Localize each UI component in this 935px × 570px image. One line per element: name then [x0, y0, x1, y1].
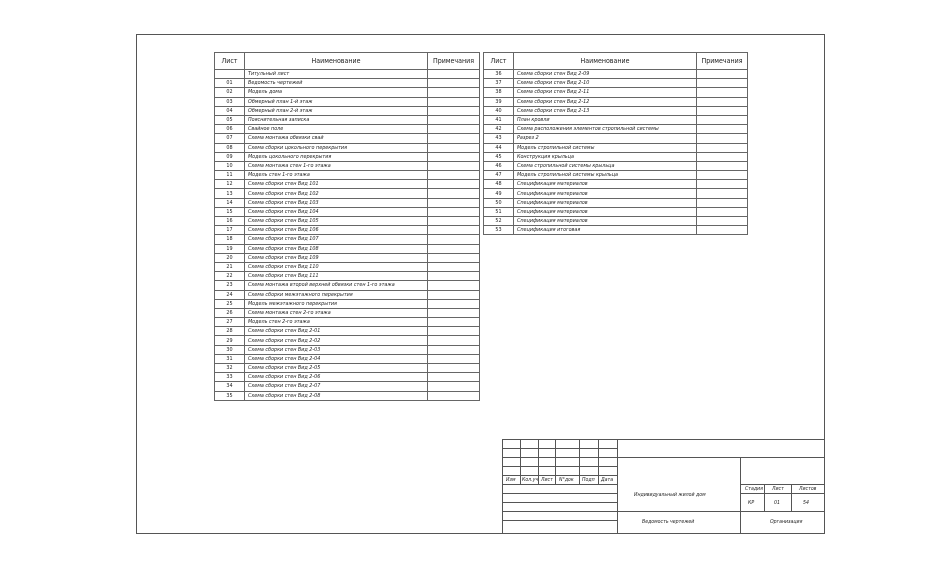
sheet-number: 09	[215, 152, 245, 161]
table-row	[484, 207, 748, 216]
sheet-notes	[428, 235, 480, 244]
table-row	[484, 88, 748, 97]
sheet-notes	[428, 217, 480, 226]
sheet-notes	[697, 134, 748, 143]
sheet-name: Спецификация материалов	[514, 189, 697, 198]
sheet-name: Схема сборки стен Вид 2-03	[245, 345, 428, 354]
sheet-notes	[428, 290, 480, 299]
table-row	[484, 125, 748, 134]
sheet-notes	[697, 198, 748, 207]
sheet-label: Лист	[772, 486, 784, 492]
sheet-number: 53	[484, 226, 514, 235]
sheets-value: 54	[803, 500, 809, 506]
table-row	[215, 189, 480, 198]
sheet-number: 05	[215, 115, 245, 124]
table-row	[215, 281, 480, 290]
organization: Организация	[770, 519, 803, 525]
table-row	[215, 207, 480, 216]
sheet-notes	[428, 336, 480, 345]
sheet-notes	[428, 106, 480, 115]
sheet-value: 01	[774, 500, 780, 506]
table-row	[484, 152, 748, 161]
sheet-name: Схема сборки стен Вид 110	[245, 262, 428, 271]
sheet-name: Спецификация материалов	[514, 198, 697, 207]
table-row	[484, 97, 748, 106]
header-name: Наименование	[245, 53, 428, 70]
sheet-name: Модель межэтажного перекрытия	[245, 299, 428, 308]
sheet-number: 16	[215, 217, 245, 226]
table-row	[215, 364, 480, 373]
stamp-col-ndok: N°док	[559, 477, 574, 483]
sheet-name: Пояснительная записка	[245, 115, 428, 124]
sheet-number: 30	[215, 345, 245, 354]
sheet-notes	[428, 161, 480, 170]
sheet-name: Схема сборки стен Вид 2-12	[514, 97, 697, 106]
sheet-name: Схема сборки стен Вид 2-06	[245, 373, 428, 382]
table-row	[484, 143, 748, 152]
sheet-name: Схема сборки стен Вид 105	[245, 217, 428, 226]
table-row	[215, 115, 480, 124]
sheet-name: Модель стен 2-го этажа	[245, 318, 428, 327]
sheet-number: 43	[484, 134, 514, 143]
sheet-number: 36	[484, 70, 514, 79]
sheet-notes	[428, 272, 480, 281]
table-row	[215, 97, 480, 106]
sheet-number: 49	[484, 189, 514, 198]
table-row	[215, 253, 480, 262]
sheet-notes	[697, 79, 748, 88]
sheet-number: 35	[215, 391, 245, 400]
sheet-number: 44	[484, 143, 514, 152]
sheet-number: 22	[215, 272, 245, 281]
sheet-number	[215, 70, 245, 79]
sheet-name: Схема сборки стен Вид 107	[245, 235, 428, 244]
sheet-number: 15	[215, 207, 245, 216]
sheet-notes	[697, 88, 748, 97]
sheet-number: 37	[484, 79, 514, 88]
sheet-number: 25	[215, 299, 245, 308]
sheet-name: Модель цокольного перекрытия	[245, 152, 428, 161]
sheet-name: Спецификация материалов	[514, 217, 697, 226]
sheet-notes	[697, 189, 748, 198]
table-row	[215, 143, 480, 152]
sheet-name: Схема сборки стен Вид 2-07	[245, 382, 428, 391]
sheet-number: 51	[484, 207, 514, 216]
sheet-name: Схема сборки стен Вид 2-10	[514, 79, 697, 88]
table-row	[215, 106, 480, 115]
sheet-name: Модель стен 1-го этажа	[245, 171, 428, 180]
sheet-name: Схема сборки стен Вид 101	[245, 180, 428, 189]
stamp-col-list: Лист	[541, 477, 553, 483]
sheet-notes	[428, 262, 480, 271]
sheet-notes	[697, 180, 748, 189]
sheet-notes	[428, 318, 480, 327]
sheet-number: 02	[215, 88, 245, 97]
sheet-number: 24	[215, 290, 245, 299]
sheet-number: 28	[215, 327, 245, 336]
table-row	[484, 79, 748, 88]
table-row	[215, 382, 480, 391]
sheet-name: Спецификация материалов	[514, 207, 697, 216]
sheet-name: Схема расположения элементов стропильной системы	[514, 125, 697, 134]
sheet-number: 14	[215, 198, 245, 207]
sheet-name: Титульный лист	[245, 70, 428, 79]
sheet-number: 45	[484, 152, 514, 161]
table-row	[215, 373, 480, 382]
sheet-number: 42	[484, 125, 514, 134]
register-header-row	[484, 53, 748, 70]
header-notes: Примечания	[428, 53, 480, 70]
table-row	[215, 217, 480, 226]
header-name: Наименование	[514, 53, 697, 70]
sheet-notes	[428, 281, 480, 290]
sheet-number: 29	[215, 336, 245, 345]
sheet-number: 19	[215, 244, 245, 253]
sheet-name: Схема монтажа стен 2-го этажа	[245, 308, 428, 317]
sheet-notes	[428, 244, 480, 253]
sheet-number: 18	[215, 235, 245, 244]
sheet-number: 27	[215, 318, 245, 327]
header-sheet: Лист	[215, 53, 245, 70]
table-row	[215, 70, 480, 79]
table-row	[215, 198, 480, 207]
sheet-name: Схема сборки стен Вид 111	[245, 272, 428, 281]
sheet-notes	[697, 125, 748, 134]
table-row	[215, 152, 480, 161]
sheet-notes	[697, 143, 748, 152]
sheet-name: Схема сборки стен Вид 2-02	[245, 336, 428, 345]
sheet-name: Схема сборки стен Вид 104	[245, 207, 428, 216]
sheet-name: Конструкция крыльца	[514, 152, 697, 161]
sheet-register-right	[483, 52, 748, 235]
table-row	[484, 180, 748, 189]
stage-label: Стадия	[745, 486, 763, 492]
sheet-notes	[697, 97, 748, 106]
sheet-name: Схема сборки стен Вид 106	[245, 226, 428, 235]
table-row	[484, 134, 748, 143]
sheet-notes	[428, 97, 480, 106]
table-row	[484, 106, 748, 115]
sheet-number: 12	[215, 180, 245, 189]
sheet-register-left	[214, 52, 480, 401]
sheet-number: 17	[215, 226, 245, 235]
sheet-notes	[428, 115, 480, 124]
sheet-number: 07	[215, 134, 245, 143]
sheet-number: 33	[215, 373, 245, 382]
sheet-notes	[697, 171, 748, 180]
sheet-number: 01	[215, 79, 245, 88]
table-row	[215, 262, 480, 271]
sheet-number: 23	[215, 281, 245, 290]
sheet-name: Схема сборки стен Вид 109	[245, 253, 428, 262]
sheet-notes	[428, 253, 480, 262]
sheet-number: 39	[484, 97, 514, 106]
sheet-name: Свайное поле	[245, 125, 428, 134]
sheet-number: 32	[215, 364, 245, 373]
stage-value: КР	[748, 500, 755, 506]
table-row	[484, 70, 748, 79]
table-row	[215, 235, 480, 244]
table-row	[215, 226, 480, 235]
sheet-name: Схема сборки стен Вид 2-13	[514, 106, 697, 115]
table-row	[215, 88, 480, 97]
register-header-row	[215, 53, 480, 70]
sheet-name: Схема сборки стен Вид 108	[245, 244, 428, 253]
sheet-notes	[428, 299, 480, 308]
sheet-name: Спецификация итоговая	[514, 226, 697, 235]
sheet-notes	[428, 354, 480, 363]
project-title: Индивидуальный жилой дом	[634, 492, 706, 498]
sheet-name: Спецификация материалов	[514, 180, 697, 189]
sheet-notes	[428, 391, 480, 400]
sheet-notes	[428, 134, 480, 143]
table-row	[215, 171, 480, 180]
sheet-number: 11	[215, 171, 245, 180]
sheet-notes	[697, 161, 748, 170]
table-row	[215, 244, 480, 253]
sheet-number: 10	[215, 161, 245, 170]
header-notes: Примечания	[697, 53, 748, 70]
sheet-number: 40	[484, 106, 514, 115]
sheet-notes	[697, 207, 748, 216]
stamp-col-podp: Подп	[582, 477, 595, 483]
header-sheet: Лист	[484, 53, 514, 70]
sheet-number: 48	[484, 180, 514, 189]
sheet-name: Схема сборки стен Вид 2-09	[514, 70, 697, 79]
sheet-number: 52	[484, 217, 514, 226]
sheet-name: Обмерный план 1-й этаж	[245, 97, 428, 106]
sheet-name: Модель стропильной системы крыльца	[514, 171, 697, 180]
sheet-name: Модель стропильной системы	[514, 143, 697, 152]
sheet-notes	[697, 70, 748, 79]
sheet-notes	[428, 345, 480, 354]
sheet-notes	[428, 189, 480, 198]
sheet-number: 26	[215, 308, 245, 317]
table-row	[215, 318, 480, 327]
sheet-notes	[697, 226, 748, 235]
sheet-notes	[697, 115, 748, 124]
table-row	[484, 189, 748, 198]
sheet-notes	[697, 152, 748, 161]
table-row	[484, 161, 748, 170]
sheet-notes	[428, 207, 480, 216]
sheet-notes	[428, 180, 480, 189]
sheet-notes	[428, 88, 480, 97]
sheet-number: 21	[215, 262, 245, 271]
sheet-notes	[428, 171, 480, 180]
sheet-notes	[697, 106, 748, 115]
sheet-notes	[428, 143, 480, 152]
sheet-notes	[428, 79, 480, 88]
stamp-col-data: Дата	[601, 477, 614, 483]
sheet-name: Обмерный план 2-й этаж	[245, 106, 428, 115]
sheet-notes	[428, 70, 480, 79]
title-block	[502, 439, 825, 534]
sheet-name: Схема стропильной системы крыльца	[514, 161, 697, 170]
table-row	[215, 180, 480, 189]
sheet-name: План кровли	[514, 115, 697, 124]
sheet-number: 50	[484, 198, 514, 207]
sheet-notes	[428, 152, 480, 161]
sheet-name: Схема монтажа второй верхней обвязки стен 1-го этажа	[245, 281, 428, 290]
table-row	[215, 354, 480, 363]
sheet-notes	[428, 198, 480, 207]
sheet-name: Схема сборки стен Вид 2-08	[245, 391, 428, 400]
table-row	[484, 217, 748, 226]
sheet-name: Схема сборки межэтажного перекрытия	[245, 290, 428, 299]
sheet-name: Схема сборки стен Вид 2-04	[245, 354, 428, 363]
table-row	[215, 345, 480, 354]
table-row	[484, 115, 748, 124]
stamp-col-kol-uch: Кол.уч	[522, 477, 539, 483]
table-row	[484, 226, 748, 235]
sheet-name: Схема монтажа стен 1-го этажа	[245, 161, 428, 170]
table-row	[215, 391, 480, 400]
table-row	[215, 299, 480, 308]
table-row	[215, 134, 480, 143]
sheet-notes	[428, 373, 480, 382]
table-row	[215, 308, 480, 317]
sheet-notes	[428, 226, 480, 235]
sheet-notes	[428, 125, 480, 134]
sheet-name: Разрез 2	[514, 134, 697, 143]
table-row	[215, 327, 480, 336]
table-row	[215, 161, 480, 170]
sheet-name: Схема сборки цокольного перекрытия	[245, 143, 428, 152]
sheet-number: 34	[215, 382, 245, 391]
sheets-label: Листов	[799, 486, 817, 492]
drawing-title: Ведомость чертежей	[642, 519, 695, 525]
sheet-name: Схема сборки стен Вид 2-05	[245, 364, 428, 373]
sheet-notes	[697, 217, 748, 226]
sheet-name: Ведомость чертежей	[245, 79, 428, 88]
sheet-notes	[428, 308, 480, 317]
sheet-notes	[428, 364, 480, 373]
sheet-number: 08	[215, 143, 245, 152]
sheet-number: 13	[215, 189, 245, 198]
table-row	[215, 125, 480, 134]
sheet-number: 04	[215, 106, 245, 115]
table-row	[215, 79, 480, 88]
sheet-name: Схема сборки стен Вид 2-11	[514, 88, 697, 97]
sheet-number: 20	[215, 253, 245, 262]
sheet-name: Схема сборки стен Вид 103	[245, 198, 428, 207]
sheet-number: 38	[484, 88, 514, 97]
stamp-col-izm: Изм	[506, 477, 516, 483]
sheet-number: 47	[484, 171, 514, 180]
sheet-name: Схема сборки стен Вид 2-01	[245, 327, 428, 336]
sheet-number: 31	[215, 354, 245, 363]
table-row	[484, 198, 748, 207]
sheet-name: Схема сборки стен Вид 102	[245, 189, 428, 198]
sheet-name: Схема монтажа обвязки свай	[245, 134, 428, 143]
table-row	[484, 171, 748, 180]
sheet-number: 41	[484, 115, 514, 124]
table-row	[215, 272, 480, 281]
table-row	[215, 336, 480, 345]
sheet-number: 06	[215, 125, 245, 134]
table-row	[215, 290, 480, 299]
sheet-notes	[428, 382, 480, 391]
sheet-name: Модель дома	[245, 88, 428, 97]
sheet-number: 46	[484, 161, 514, 170]
sheet-number: 03	[215, 97, 245, 106]
sheet-notes	[428, 327, 480, 336]
